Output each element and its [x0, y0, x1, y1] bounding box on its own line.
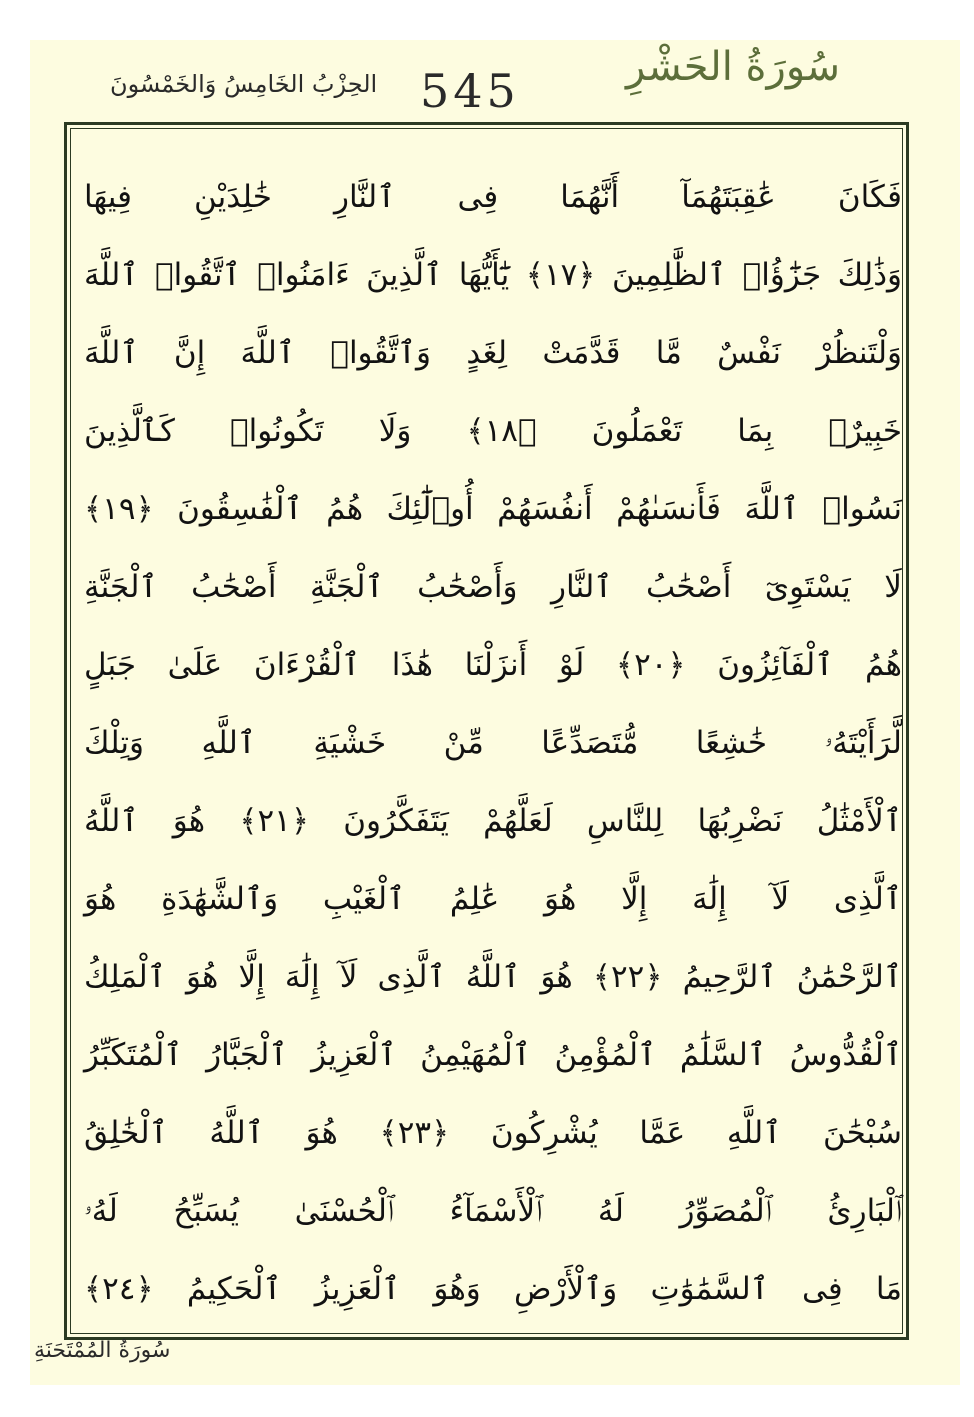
text-line: لَا يَسْتَوِىٓ أَصْحَٰبُ ٱلنَّارِ وَأَصْحَٰبُ ٱلْجَنَّةِ أَصْحَٰبُ ٱلْجَنَّةِ: [84, 569, 902, 605]
text-line: ٱلْبَارِئُ ٱلْمُصَوِّرُ لَهُ ٱلْأَسْمَآءُ ٱلْحُسْنَىٰ يُسَبِّحُ لَهُۥ: [84, 1193, 902, 1229]
text-line: ٱلْقُدُّوسُ ٱلسَّلَٰمُ ٱلْمُؤْمِنُ ٱلْمُهَيْمِنُ ٱلْعَزِيزُ ٱلْجَبَّارُ ٱلْمُتَكَبِّرُ: [84, 1037, 902, 1073]
mushaf-page: [30, 40, 960, 1385]
text-line: وَذَٰلِكَ جَزَٰٓؤُا۟ ٱلظَّٰلِمِينَ ﴿١٧﴾ يَٰٓأَيُّهَا ٱلَّذِينَ ءَامَنُوا۟ ٱتَّقُوا۟ ٱللَّهَ: [84, 257, 903, 293]
hizb-label: الحِزْبُ الخَامِسُ وَالخَمْسُونَ: [110, 70, 378, 98]
text-line: فَكَانَ عَٰقِبَتَهُمَآ أَنَّهُمَا فِى ٱلنَّارِ خَٰلِدَيْنِ فِيهَا: [84, 179, 902, 215]
text-line: وَلْتَنظُرْ نَفْسٌ مَّا قَدَّمَتْ لِغَدٍ وَٱتَّقُوا۟ ٱللَّهَ إِنَّ ٱللَّهَ: [84, 335, 902, 371]
next-surah-catchword: سُورَةُ المُمْتَحَنَةِ: [34, 1338, 171, 1363]
text-line: ٱلْأَمْثَٰلُ نَضْرِبُهَا لِلنَّاسِ لَعَلَّهُمْ يَتَفَكَّرُونَ ﴿٢١﴾ هُوَ ٱللَّهُ: [84, 803, 902, 839]
text-line: سُبْحَٰنَ ٱللَّهِ عَمَّا يُشْرِكُونَ ﴿٢٣﴾ هُوَ ٱللَّهُ ٱلْخَٰلِقُ: [84, 1115, 902, 1151]
page-header: [30, 40, 960, 120]
page-number: 545: [420, 64, 520, 118]
text-line: ٱلرَّحْمَٰنُ ٱلرَّحِيمُ ﴿٢٢﴾ هُوَ ٱللَّهُ ٱلَّذِى لَآ إِلَٰهَ إِلَّا هُوَ ٱلْمَلِكُ: [84, 959, 902, 995]
text-line: ٱلَّذِى لَآ إِلَٰهَ إِلَّا هُوَ عَٰلِمُ ٱلْغَيْبِ وَٱلشَّهَٰدَةِ هُوَ: [84, 881, 902, 917]
text-line: خَبِيرٌۢ بِمَا تَعْمَلُونَ ﴿١٨﴾ وَلَا تَكُونُوا۟ كَٱلَّذِينَ: [84, 413, 902, 449]
text-line: نَسُوا۟ ٱللَّهَ فَأَنسَىٰهُمْ أَنفُسَهُمْ أُو۟لَٰٓئِكَ هُمُ ٱلْفَٰسِقُونَ ﴿١٩﴾: [84, 491, 902, 527]
text-line: مَا فِى ٱلسَّمَٰوَٰتِ وَٱلْأَرْضِ وَهُوَ ٱلْعَزِيزُ ٱلْحَكِيمُ ﴿٢٤﴾: [84, 1271, 902, 1307]
surah-name: سُورَةُ الحَشْرِ: [625, 44, 840, 90]
quran-text: [78, 158, 908, 1328]
text-line: لَّرَأَيْتَهُۥ خَٰشِعًا مُّتَصَدِّعًا مِّنْ خَشْيَةِ ٱللَّهِ وَتِلْكَ: [84, 725, 902, 761]
text-line: هُمُ ٱلْفَآئِزُونَ ﴿٢٠﴾ لَوْ أَنزَلْنَا هَٰذَا ٱلْقُرْءَانَ عَلَىٰ جَبَلٍ: [84, 647, 903, 683]
